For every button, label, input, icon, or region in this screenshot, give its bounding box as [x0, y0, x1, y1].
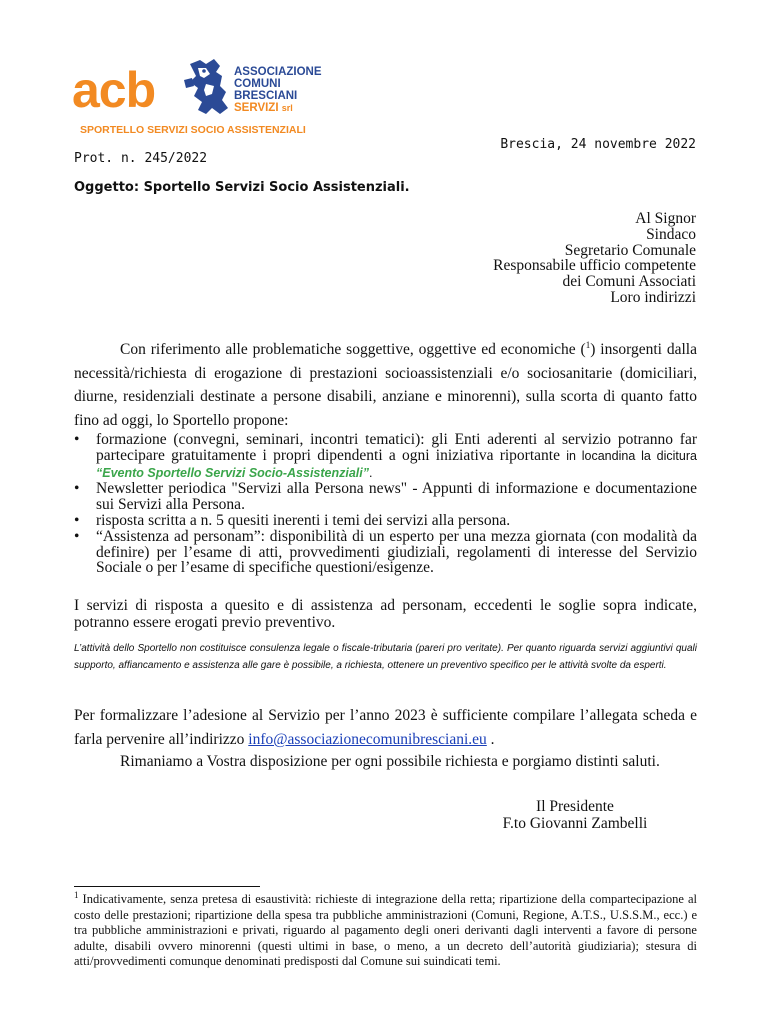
membership-text-end: .: [486, 731, 495, 748]
intro-text-after: ) insorgenti dalla necessità/richiesta di erogazione di prestazioni socioassistenziali e/o sociosanitarie (domiciliari, diurne, residenziali destinate a persone disabili, anziane e minorenni), sulla scorta di quanto fatto fino ad oggi, lo Sportello propone:: [74, 341, 697, 429]
intro-paragraph: [74, 338, 697, 432]
signer-role: Il Presidente: [536, 798, 614, 815]
list-item: • risposta scritta a n. 5 quesiti inerenti i temi dei servizi alla persona.: [74, 513, 697, 529]
list-item: [74, 432, 697, 481]
protocol-number: Prot. n. 245/2022: [74, 151, 208, 166]
footnote: [74, 889, 697, 970]
signature-block: [480, 799, 670, 832]
services-paragraph: I servizi di risposta a quesito e di assistenza ad personam, eccedenti le soglie sopra indicate, potranno essere erogati previo preventivo.: [74, 597, 697, 631]
footnote-divider: [74, 886, 260, 887]
acb-logo: [72, 56, 332, 136]
addressee-line: dei Comuni Associati: [562, 273, 696, 291]
signer-name: F.to Giovanni Zambelli: [502, 814, 648, 832]
logo-wordmark: [234, 66, 322, 114]
event-label-highlight: “Evento Sportello Servizi Socio-Assistenziali”: [96, 465, 369, 480]
services-list: [74, 432, 697, 576]
intro-text-before: Con riferimento alle problematiche soggettive, oggettive ed economiche (: [120, 341, 586, 358]
addressee-line: Responsabile ufficio competente: [493, 257, 696, 275]
logo-srl: srl: [281, 103, 293, 113]
logo-line-4: [234, 102, 322, 114]
addressee-line: Al Signor: [635, 210, 696, 227]
bullet-1-text: formazione (convegni, seminari, incontri tematici): gli Enti aderenti al servizio potranno far partecipare gratuitamente i propri dipendenti a ogni iniziativa riportante: [96, 431, 697, 464]
footnote-reference[interactable]: 1: [585, 339, 591, 350]
lion-emblem-icon: [176, 56, 236, 118]
addressee-line: Sindaco: [646, 225, 696, 243]
addressee-line: Segretario Comunale: [564, 241, 696, 259]
addressee-block: [493, 211, 696, 306]
addressee-line: Loro indirizzi: [610, 288, 696, 306]
logo-subtitle: SPORTELLO SERVIZI SOCIO ASSISTENZIALI: [80, 124, 306, 136]
email-link[interactable]: info@associazionecomunibresciani.eu: [248, 731, 487, 748]
logo-acb-text: acb: [72, 62, 156, 118]
closing-paragraph: [74, 750, 697, 774]
membership-text: Per formalizzare l’adesione al Servizio per l’anno 2023 è sufficiente compilare l’allegata scheda e farla pervenire all’indirizzo: [74, 707, 697, 748]
bullet-1-end: .: [369, 465, 373, 480]
footnote-number: 1: [74, 889, 79, 900]
bullet-1-calibri: in locandina la dicitura: [566, 448, 697, 463]
logo-servizi: SERVIZI: [234, 102, 279, 114]
closing-text: Rimaniamo a Vostra disposizione per ogni possibile richiesta e porgiamo distinti saluti.: [120, 753, 660, 770]
list-item: • Newsletter periodica "Servizi alla Persona news" - Appunti di informazione e documentazione sui Servizi alla Persona.: [74, 481, 697, 513]
logo-line-3: BRESCIANI: [234, 90, 298, 102]
logo-line-1: ASSOCIAZIONE: [234, 66, 322, 78]
disclaimer-note: L’attività dello Sportello non costituisce consulenza legale o fiscale-tributaria (pareri pro veritate). Per quanto riguarda servizi aggiuntivi quali supporto, affiancamento e assistenza alle gare è possibile, a richiesta, ottenere un preventivo specifico per le attività svolte da esperti.: [74, 643, 697, 671]
footnote-text: Indicativamente, senza pretesa di esaustività: richieste di integrazione della retta; ripartizione della compartecipazione al costo delle prestazioni; ripartizione della spesa tra pubbliche amministrazioni (Comuni, Regione, A.T.S., U.S.S.M., ecc.) e tra pubbliche amministrazioni e privati, riguardo al pagamento degli oneri derivanti dagli interventi a favore di persone adulte, disabili ovvero minorenni (questi ultimi in base, o meno, a un decreto dell’autorità giudiziaria); stesura di atti/provvedimenti comunque denominati predisposti dal Comune sui suindicati temi.: [74, 892, 697, 969]
letter-date: Brescia, 24 novembre 2022: [500, 137, 696, 152]
letter-subject: Oggetto: Sportello Servizi Socio Assistenziali.: [74, 180, 410, 195]
membership-paragraph: [74, 704, 697, 752]
list-item: • “Assistenza ad personam”: disponibilità di un esperto per una mezza giornata (con modalità da definire) per l’esame di atti, provvedimenti giudiziali, regolamenti di interesse del Servizio Sociale o per l’esame di specifiche questioni/esigenze.: [74, 529, 697, 576]
logo-line-2: COMUNI: [234, 78, 281, 90]
